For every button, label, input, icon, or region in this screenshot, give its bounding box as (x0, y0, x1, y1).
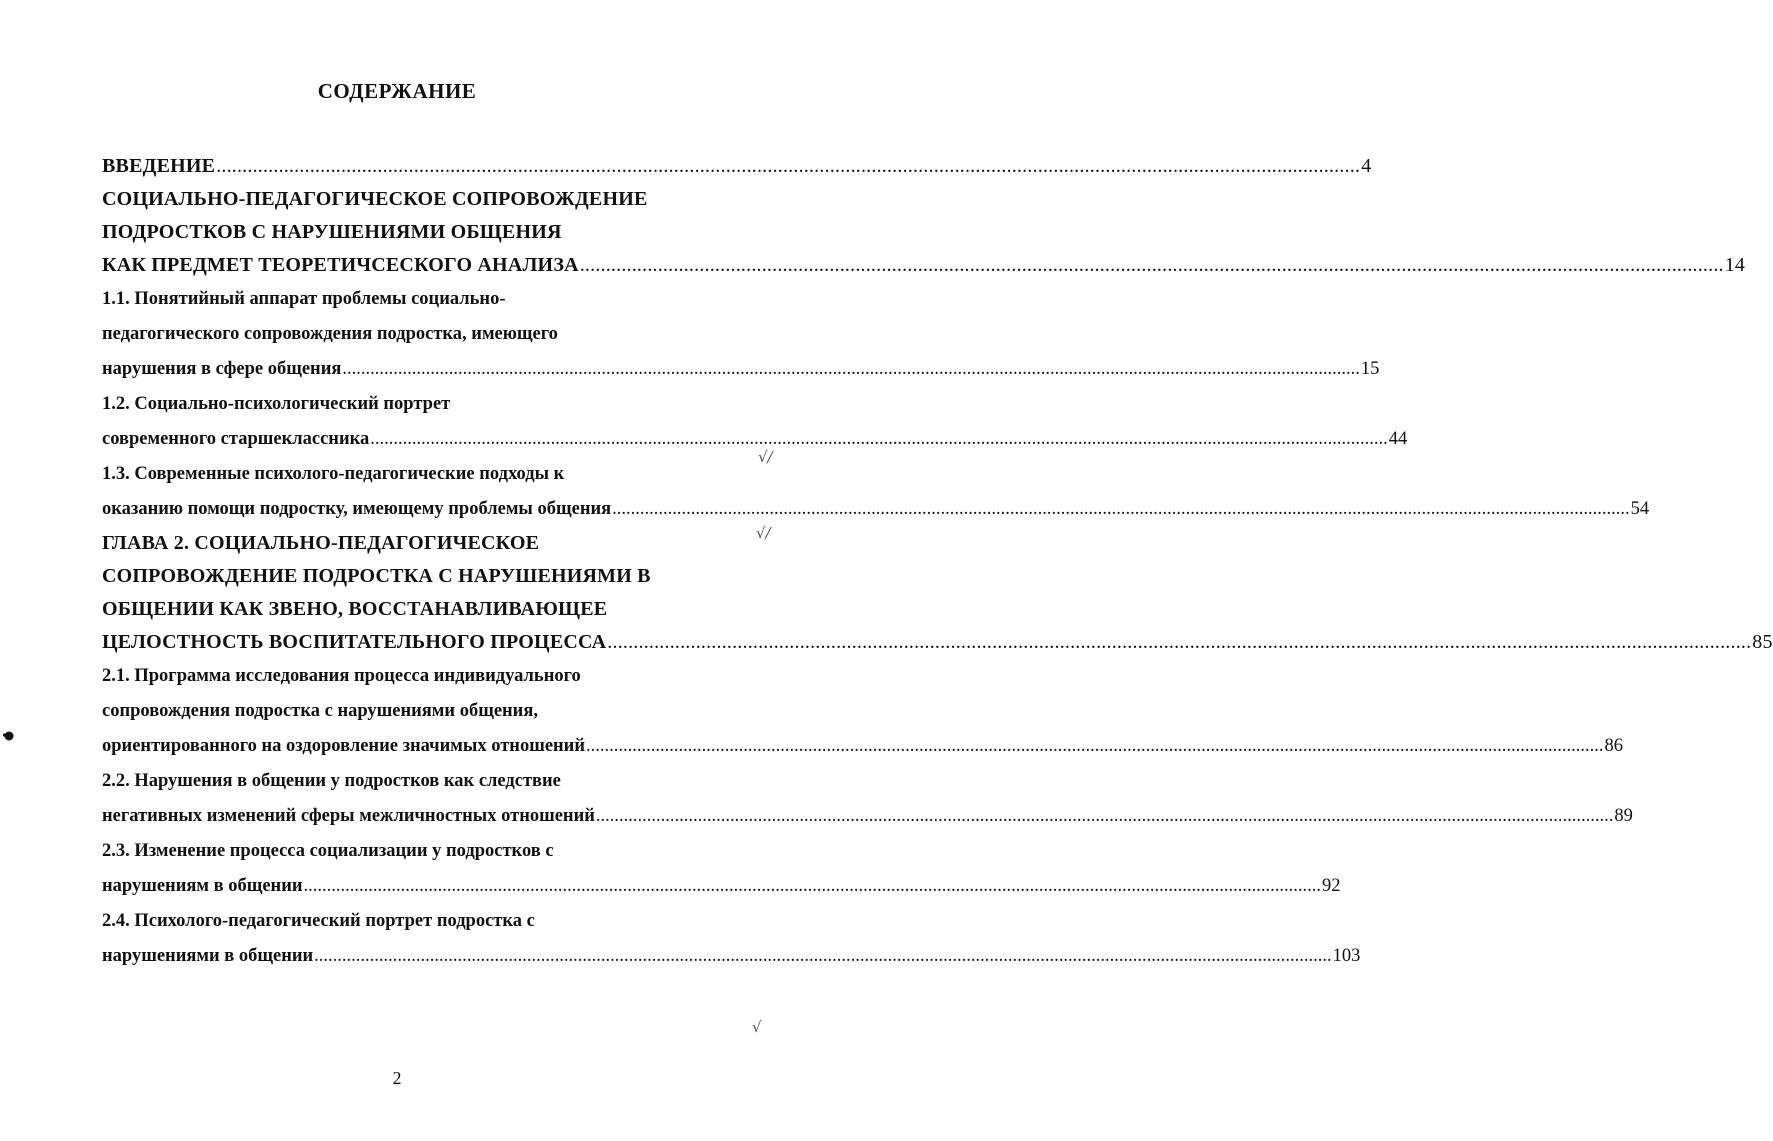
toc-entry-text: СОЦИАЛЬНО-ПЕДАГОГИЧЕСКОЕ СОПРОВОЖДЕНИЕ (102, 188, 648, 210)
toc-entry-text: 2.4. Психолого-педагогический портрет подростка с (102, 911, 535, 931)
toc-line (102, 150, 1372, 183)
toc-section-entry (102, 282, 1380, 387)
toc-entry-text: СОПРОВОЖДЕНИЕ ПОДРОСТКА С НАРУШЕНИЯМИ В (102, 565, 651, 587)
toc-entry-text: ПОДРОСТКОВ С НАРУШЕНИЯМИ ОБЩЕНИЯ (102, 221, 562, 243)
margin-mark: √/ (758, 448, 773, 466)
toc-line (102, 352, 1380, 387)
toc-line (102, 659, 738, 694)
toc-entry-text: ОБЩЕНИИ КАК ЗВЕНО, ВОССТАНАВЛИВАЮЩЕЕ (102, 598, 608, 620)
toc-line (102, 869, 1341, 904)
toc-line (102, 939, 1361, 974)
toc-entry-text: негативных изменений сферы межличностных отношений (102, 806, 595, 826)
toc-leader-dots: ............................................................................................................................................................................................................................ (370, 429, 1388, 449)
toc-entry-text: 2.3. Изменение процесса социализации у подростков с (102, 841, 554, 861)
toc-page-number: 44 (1388, 429, 1408, 449)
toc-leader-dots: ............................................................................................................................................................................................................................ (216, 155, 1361, 177)
toc-leader-dots: ............................................................................................................................................................................................................................ (607, 631, 1752, 653)
toc-entry-text: нарушения в сфере общения (102, 359, 342, 379)
toc-section-entry (102, 457, 1650, 527)
toc-section-entry (102, 764, 1633, 834)
toc-page-number: 103 (1332, 946, 1361, 966)
toc-line (102, 834, 738, 869)
toc-line (102, 317, 738, 352)
toc-leader-dots: ............................................................................................................................................................................................................................ (579, 254, 1724, 276)
toc-page-number: 15 (1360, 359, 1380, 379)
toc-entry-text: ЦЕЛОСТНОСТЬ ВОСПИТАТЕЛЬНОГО ПРОЦЕССА (102, 631, 607, 653)
toc-entry-text: 1.1. Понятийный аппарат проблемы социально- (102, 289, 506, 309)
toc-line (102, 764, 738, 799)
toc-line (102, 560, 738, 593)
toc-chapter-entry (102, 183, 1746, 282)
toc-entry-text: 2.2. Нарушения в общении у подростков как следствие (102, 771, 561, 791)
toc-leader-dots: ............................................................................................................................................................................................................................ (586, 736, 1604, 756)
toc-entry-text: 1.3. Современные психолого-педагогические подходы к (102, 464, 565, 484)
ink-blot (2, 730, 14, 742)
toc-entry-text: ГЛАВА 2. СОЦИАЛЬНО-ПЕДАГОГИЧЕСКОЕ (102, 532, 540, 554)
toc-entry-text: сопровождения подростка с нарушениями общения, (102, 701, 538, 721)
toc-entry-text: оказанию помощи подростку, имеющему проблемы общения (102, 499, 612, 519)
toc-line (102, 694, 738, 729)
toc-page-number: 85 (1752, 631, 1773, 653)
toc-line (102, 593, 738, 626)
toc-page-number: 4 (1361, 155, 1372, 177)
toc-entry-text: 1.2. Социально-психологический портрет (102, 394, 451, 414)
toc-leader-dots: ............................................................................................................................................................................................................................ (612, 499, 1630, 519)
toc-leader-dots: ............................................................................................................................................................................................................................ (303, 876, 1322, 896)
toc-line (102, 422, 1408, 457)
toc-line (102, 183, 738, 216)
toc-leader-dots: ............................................................................................................................................................................................................................ (342, 359, 1360, 379)
toc-line (102, 492, 1650, 527)
toc-entry-text: нарушениями в общении (102, 946, 314, 966)
toc-line (102, 799, 1633, 834)
page-number: 2 (392, 1068, 402, 1088)
toc-line (102, 457, 738, 492)
toc-entry-text: ориентированного на оздоровление значимых отношений (102, 736, 586, 756)
toc-entry-text: нарушениям в общении (102, 876, 303, 896)
toc-chapter-entry (102, 150, 1372, 183)
toc-leader-dots: ............................................................................................................................................................................................................................ (595, 806, 1614, 826)
toc-entry-text: КАК ПРЕДМЕТ ТЕОРЕТИЧСЕСКОГО АНАЛИЗА (102, 254, 579, 276)
toc-line (102, 729, 1624, 764)
table-of-contents (102, 150, 1773, 974)
toc-section-entry (102, 659, 1624, 764)
toc-entry-text: современного старшеклассника (102, 429, 370, 449)
toc-entry-text: ВВЕДЕНИЕ (102, 155, 216, 177)
toc-line (102, 387, 738, 422)
toc-page-number: 86 (1604, 736, 1624, 756)
toc-chapter-entry (102, 527, 1773, 659)
toc-page-number: 92 (1322, 876, 1341, 896)
toc-line (102, 626, 1773, 659)
toc-page-number: 14 (1724, 254, 1746, 276)
toc-line (102, 527, 738, 560)
page-title: СОДЕРЖАНИЕ (317, 79, 477, 103)
toc-line (102, 216, 738, 249)
toc-entry-text: педагогического сопровождения подростка, имеющего (102, 324, 558, 344)
margin-mark: √/ (756, 524, 771, 542)
toc-section-entry (102, 834, 1341, 904)
toc-section-entry (102, 904, 1361, 974)
toc-page-number: 54 (1630, 499, 1650, 519)
toc-entry-text: 2.1. Программа исследования процесса индивидуального (102, 666, 581, 686)
toc-line (102, 249, 1746, 282)
toc-line (102, 282, 738, 317)
margin-mark: √ (752, 1018, 762, 1036)
toc-line (102, 904, 738, 939)
toc-page-number: 89 (1614, 806, 1633, 826)
toc-section-entry (102, 387, 1408, 457)
toc-leader-dots: ............................................................................................................................................................................................................................ (314, 946, 1332, 966)
